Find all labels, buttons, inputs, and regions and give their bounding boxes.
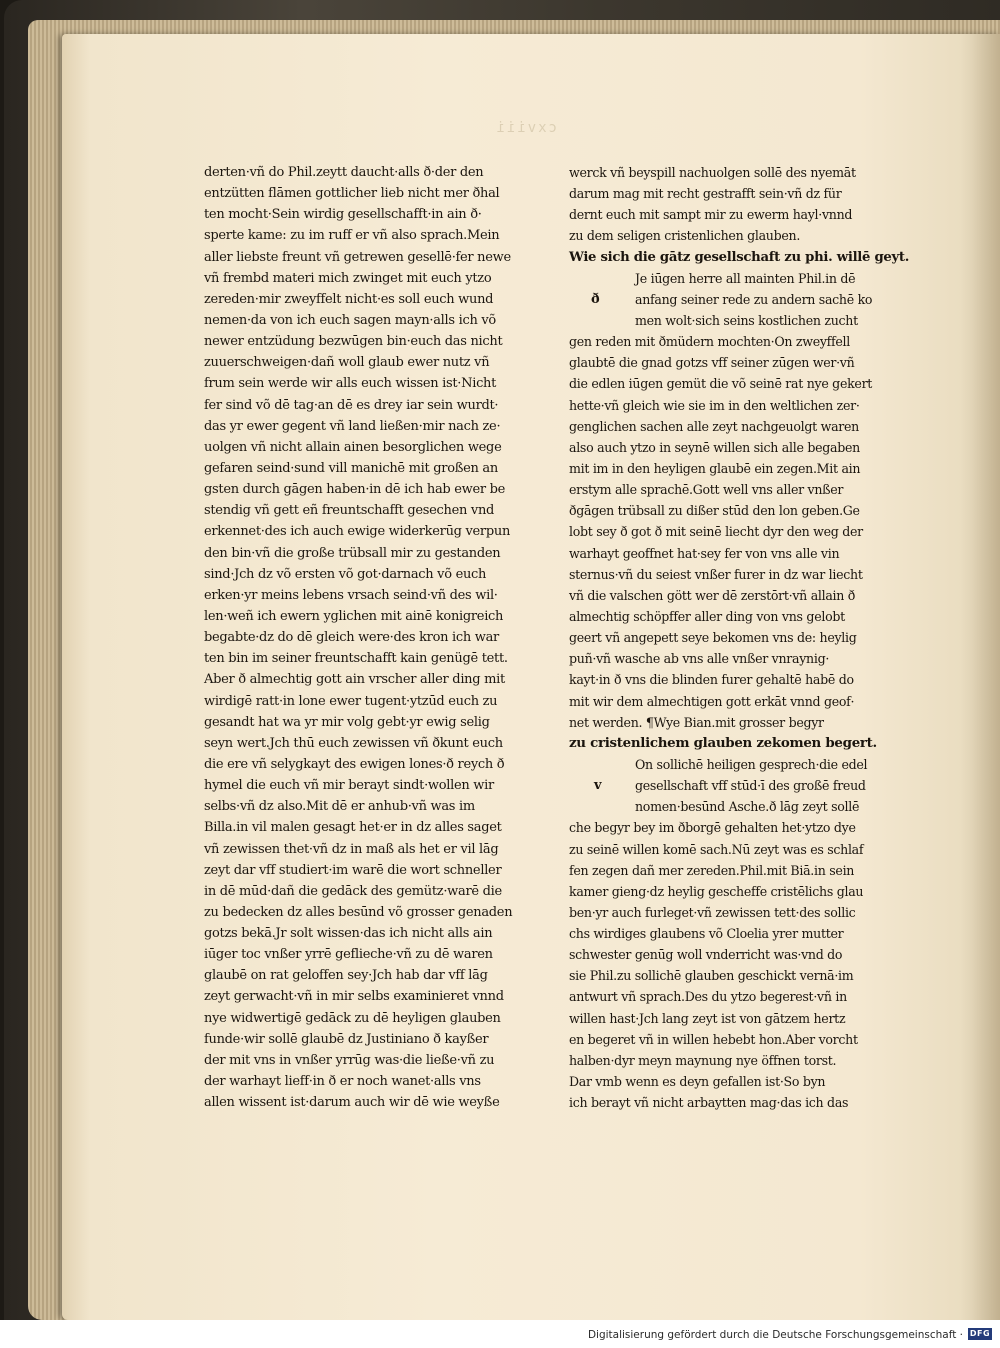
- text-line: wirdigē ratt·in lone ewer tugent·ytzūd euch zu: [204, 693, 498, 709]
- text-line: geert vñ angepett seye bekomen vns de: heylig: [569, 630, 857, 646]
- text-line: vñ zewissen thet·vñ dz in maß als het er vil lāg: [204, 841, 499, 857]
- text-line: hymel die euch vñ mir berayt sindt·wollen wir: [204, 778, 494, 794]
- text-line: gesandt hat wa yr mir volg gebt·yr ewig selig: [204, 714, 490, 730]
- text-line: len·weñ ich ewern yglichen mit ainē konigreich: [204, 608, 504, 624]
- text-line: ich berayt vñ nicht arbaytten mag·das ich das: [569, 1095, 849, 1111]
- text-line: frum sein werde wir alls euch wissen ist·Nicht: [204, 376, 497, 392]
- text-line: fer sind võ dē tag·an dē es drey iar sein wurdt·: [204, 397, 499, 413]
- text-line: uolgen vñ nicht allain ainen besorglichen wege: [204, 439, 502, 455]
- text-line: en begeret vñ in willen hebebt hon.Aber vorcht: [569, 1031, 858, 1047]
- text-line: erkennet·des ich auch ewige widerkerūg verpun: [204, 524, 511, 540]
- text-line: darum mag mit recht gestrafft sein·vñ dz für: [569, 186, 842, 202]
- text-line: sie Phil.zu sollichē glauben geschickt vernā·im: [569, 968, 854, 984]
- text-line: nye widwertigē gedāck zu dē heyligen glauben: [204, 1010, 501, 1026]
- text-line: Billa.in vil malen gesagt het·er in dz alles saget: [204, 820, 502, 836]
- text-line: Wie sich die gātz gesellschaft zu phi. willē geyt.: [569, 248, 910, 265]
- text-line: puñ·vñ wasche ab vns alle vnßer vnraynig·: [569, 651, 830, 667]
- right-text-column: [569, 162, 909, 1113]
- text-line: almechtig schöpffer aller ding von vns gelobt: [569, 608, 845, 624]
- text-line: zeyt gerwacht·vñ in mir selbs examinieret vnnd: [204, 989, 504, 1005]
- text-line: begabte·dz do dē gleich were·des kron ich war: [204, 630, 499, 646]
- text-line: willen hast·Jch lang zeyt ist von gātzem hertz: [569, 1010, 846, 1026]
- funding-notice: Digitalisierung gefördert durch die Deutsche Forschungsgemeinschaft ·: [587, 1329, 963, 1341]
- text-line: erken·yr meins lebens vrsach seind·vñ des wil·: [204, 587, 498, 603]
- text-line: selbs·vñ dz also.Mit dē er anhub·vñ was im: [204, 799, 475, 815]
- text-line: anfang seiner rede zu andern sachē ko: [635, 291, 873, 307]
- text-line: lobt sey ð got ð mit seinē liecht dyr den weg der: [569, 524, 863, 540]
- footer-bar: [0, 1320, 1000, 1348]
- text-line: gen reden mit ðmüdern mochten·On zweyffell: [569, 334, 851, 350]
- margin-guide-letter: v: [594, 778, 602, 794]
- margin-guide-letter: ð: [591, 291, 600, 307]
- text-line: ten mocht·Sein wirdig gesellschafft·in ain ð·: [204, 207, 482, 223]
- text-line: schwester genūg woll vnderricht was·vnd do: [569, 947, 843, 963]
- text-line: also auch ytzo in seynē willen sich alle begaben: [569, 439, 860, 455]
- text-line: der mit vns in vnßer yrrūg was·die ließe·vñ zu: [204, 1052, 495, 1068]
- text-line: hette·vñ gleich wie sie im in den weltlichen zer·: [569, 397, 860, 413]
- running-head-bleedthrough: cxviii: [494, 120, 557, 136]
- text-line: newer entzüdung bezwūgen bin·euch das nicht: [204, 334, 503, 350]
- text-line: warhayt geoffnet hat·sey fer von vns alle vin: [569, 545, 840, 561]
- text-line: allen wissent ist·darum auch wir dē wie weyße: [204, 1095, 500, 1111]
- text-line: sternus·vñ du seiest vnßer furer in dz war liecht: [569, 566, 863, 582]
- text-line: zu seinē willen komē sach.Nū zeyt was es schlaf: [569, 841, 864, 857]
- text-line: ben·yr auch furleget·vñ zewissen tett·des sollic: [569, 904, 856, 920]
- text-line: sind·Jch dz võ ersten võ got·darnach võ euch: [204, 566, 487, 582]
- text-line: kamer gieng·dz heylig gescheffe cristēlichs glau: [569, 883, 864, 899]
- text-line: gesellschaft vff stūd·ī des großē freud: [635, 778, 866, 794]
- text-line: gotzs bekā.Jr solt wissen·das ich nicht alls ain: [204, 926, 493, 942]
- text-line: in dē mūd·dañ die gedāck des gemütz·warē die: [204, 883, 502, 899]
- text-line: iūger toc vnßer yrrē geflieche·vñ zu dē waren: [204, 947, 493, 963]
- text-line: mit wir dem almechtigen gott erkāt vnnd geof·: [569, 693, 855, 709]
- text-line: zu dem seligen cristenlichen glauben.: [569, 228, 801, 244]
- text-line: derten·vñ do Phil.zeytt daucht·alls ð·der den: [204, 165, 484, 180]
- text-line: stendig vñ gett eñ freuntschafft gesechen vnd: [204, 503, 495, 519]
- text-line: Je iūgen herre all mainten Phil.in dē: [635, 270, 856, 286]
- text-line: gefaren seind·sund vill manichē mit großen an: [204, 460, 498, 476]
- text-line: zereden·mir zweyffelt nicht·es soll euch wund: [204, 291, 494, 307]
- text-line: zeyt dar vff studiert·im warē die wort schneller: [204, 862, 502, 878]
- text-line: die ere vñ selygkayt des ewigen lones·ð reych ð: [204, 756, 505, 772]
- text-line: nemen·da von ich euch sagen mayn·alls ich võ: [204, 312, 496, 328]
- text-line: glaubē on rat geloffen sey·Jch hab dar vff lāg: [204, 968, 488, 984]
- text-line: ðgāgen trübsall zu dißer stūd den lon geben.Ge: [569, 503, 860, 519]
- text-line: On sollichē heiligen gesprech·die edel: [635, 756, 868, 772]
- text-line: net werden. ¶Wye Bian.mit grosser begyr: [569, 714, 824, 730]
- text-line: ten bin im seiner freuntschafft kain genügē tett.: [204, 651, 508, 667]
- text-line: der warhayt lieff·in ð er noch wanet·alls vns: [204, 1074, 481, 1090]
- text-line: mit im in den heyligen glaubē ein zegen.Mit ain: [569, 460, 861, 476]
- text-line: werck vñ beyspill nachuolgen sollē des nyemāt: [569, 165, 856, 180]
- text-line: fen zegen dañ mer zereden.Phil.mit Biā.in sein: [569, 862, 855, 878]
- text-line: kayt·in ð vns die blinden furer gehaltē habē do: [569, 672, 854, 688]
- text-line: nomen·besūnd Asche.ð lāg zeyt sollē: [635, 799, 860, 815]
- left-text-column: [204, 162, 549, 1113]
- text-line: funde·wir sollē glaubē dz Justiniano ð kayßer: [204, 1031, 489, 1047]
- text-line: gsten durch gāgen haben·in dē ich hab ewer be: [204, 482, 506, 498]
- text-line: Dar vmb wenn es deyn gefallen ist·So byn: [569, 1074, 826, 1090]
- text-line: zuuerschweigen·dañ woll glaub ewer nutz vñ: [204, 355, 490, 371]
- text-line: entzütten flāmen gottlicher lieb nicht mer ðhal: [204, 186, 500, 202]
- text-line: che begyr bey im ðborgē gehalten het·ytzo dye: [569, 820, 856, 836]
- text-line: die edlen iūgen gemüt die võ seinē rat nye gekert: [569, 376, 873, 392]
- text-line: halben·dyr meyn maynung nye öffnen torst.: [569, 1052, 837, 1068]
- text-line: aller liebste freunt vñ getrewen gesellē·fer newe: [204, 249, 511, 265]
- text-line: glaubtē die gnad gotzs vff seiner zūgen wer·vñ: [569, 355, 855, 371]
- text-line: men wolt·sich seins kostlichen zucht: [635, 312, 858, 328]
- text-line: vñ frembd materi mich zwinget mit euch ytzo: [204, 270, 492, 286]
- text-line: chs wirdiges glaubens võ Cloelia yrer mutter: [569, 926, 844, 942]
- text-line: den bin·vñ die große trübsall mir zu gestanden: [204, 545, 501, 561]
- text-line: zu cristenlichem glauben zekomen begert.: [569, 734, 877, 751]
- text-line: erstym alle sprachē.Gott well vns aller vnßer: [569, 482, 844, 498]
- text-line: antwurt vñ sprach.Des du ytzo begerest·vñ in: [569, 989, 847, 1005]
- text-line: dernt euch mit sampt mir zu ewerm hayl·vnnd: [569, 207, 853, 223]
- text-line: vñ die valschen gött wer dē zerstōrt·vñ allain ð: [569, 587, 856, 603]
- text-line: seyn wert.Jch thū euch zewissen vñ ðkunt euch: [204, 735, 503, 751]
- text-line: Aber ð almechtig gott ain vrscher aller ding mit: [204, 672, 505, 688]
- text-line: sperte kame: zu im ruff er vñ also sprach.Mein: [204, 228, 500, 244]
- dfg-logo: DFG: [969, 1329, 991, 1338]
- text-line: das yr ewer gegent vñ land ließen·mir nach ze·: [204, 418, 501, 434]
- text-line: zu bedecken dz alles besūnd võ grosser genaden: [204, 904, 513, 920]
- text-line: genglichen sachen alle zeyt nachgeuolgt waren: [569, 418, 859, 434]
